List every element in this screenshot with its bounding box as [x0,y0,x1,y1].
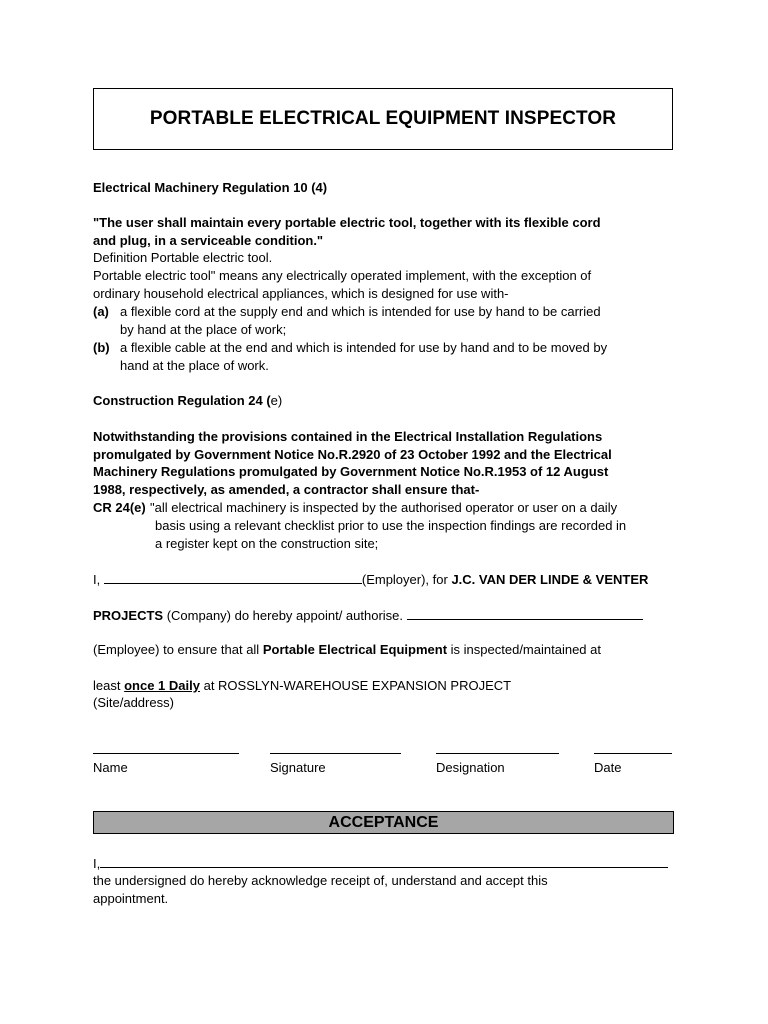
appointment-employer-line: I, (Employer), for J.C. VAN DER LINDE & VENTER [93,572,649,587]
cr-paragraph-line-3: Machinery Regulations promulgated by Government Notice No.R.1953 of 12 August [93,464,609,479]
designation-label: Designation [436,760,505,775]
item-a-line-1: a flexible cord at the supply end and which is intended for use by hand to be carried [120,304,601,319]
cr-clause-line-2: basis using a relevant checklist prior to use the inspection findings are recorded in [155,518,627,533]
acceptance-name-line: I, [93,854,668,872]
item-b-line-2: hand at the place of work. [120,358,269,373]
name-field-line[interactable] [93,753,239,754]
cr-paragraph-line-2: promulgated by Government Notice No.R.2920 of 23 October 1992 and the Electrical [93,447,612,462]
item-a-label: (a) [93,304,109,319]
emr-heading: Electrical Machinery Regulation 10 (4) [93,180,328,195]
cr-clause-line-1: "all electrical machinery is inspected by the authorised operator or user on a daily [150,500,618,515]
site-address-label: (Site/address) [93,695,174,710]
signature-field-line[interactable] [270,753,401,754]
acceptance-heading: ACCEPTANCE [328,813,439,831]
item-a-line-2: by hand at the place of work; [120,322,287,337]
name-label: Name [93,760,128,775]
cr-paragraph-line-1: Notwithstanding the provisions contained in the Electrical Installation Regulations [93,429,603,444]
cr-heading: Construction Regulation 24 (e) [93,393,283,408]
acceptance-text-line-2: appointment. [93,891,169,906]
emr-definition-line-2: Portable electric tool" means any electrically operated implement, with the exception of [93,268,592,283]
item-b-label: (b) [93,340,110,355]
emr-definition-line-1: Definition Portable electric tool. [93,250,273,265]
signature-label: Signature [270,760,326,775]
acceptance-text-line-1: the undersigned do hereby acknowledge receipt of, understand and accept this [93,873,548,888]
acceptance-heading-bar [93,811,674,834]
appointment-employee-line: (Employee) to ensure that all Portable Electrical Equipment is inspected/maintained at [93,642,601,657]
date-label: Date [594,760,622,775]
title-box [93,88,673,150]
emr-quote-line-1: "The user shall maintain every portable electric tool, together with its flexible cord [93,215,601,230]
appointment-frequency-line: least once 1 Daily at ROSSLYN-WAREHOUSE EXPANSION PROJECT [93,678,512,693]
employer-name-field[interactable] [104,570,362,584]
emr-definition-line-3: ordinary household electrical appliances, which is designed for use with- [93,286,509,301]
frequency: once 1 Daily [124,678,200,693]
employee-name-field[interactable] [407,606,643,620]
document-title: PORTABLE ELECTRICAL EQUIPMENT INSPECTOR [149,108,617,129]
item-b-line-1: a flexible cable at the end and which is intended for use by hand and to be moved by [120,340,608,355]
cr-label: CR 24(e) [93,500,146,515]
cr-paragraph-line-4: 1988, respectively, as amended, a contractor shall ensure that- [93,482,480,497]
acceptance-name-field[interactable] [100,854,668,868]
cr-clause-line-3: a register kept on the construction site; [155,536,379,551]
appointment-company-line: PROJECTS (Company) do hereby appoint/ authorise. [93,606,643,624]
designation-field-line[interactable] [436,753,559,754]
date-field-line[interactable] [594,753,672,754]
emr-quote-line-2: and plug, in a serviceable condition." [93,233,324,248]
